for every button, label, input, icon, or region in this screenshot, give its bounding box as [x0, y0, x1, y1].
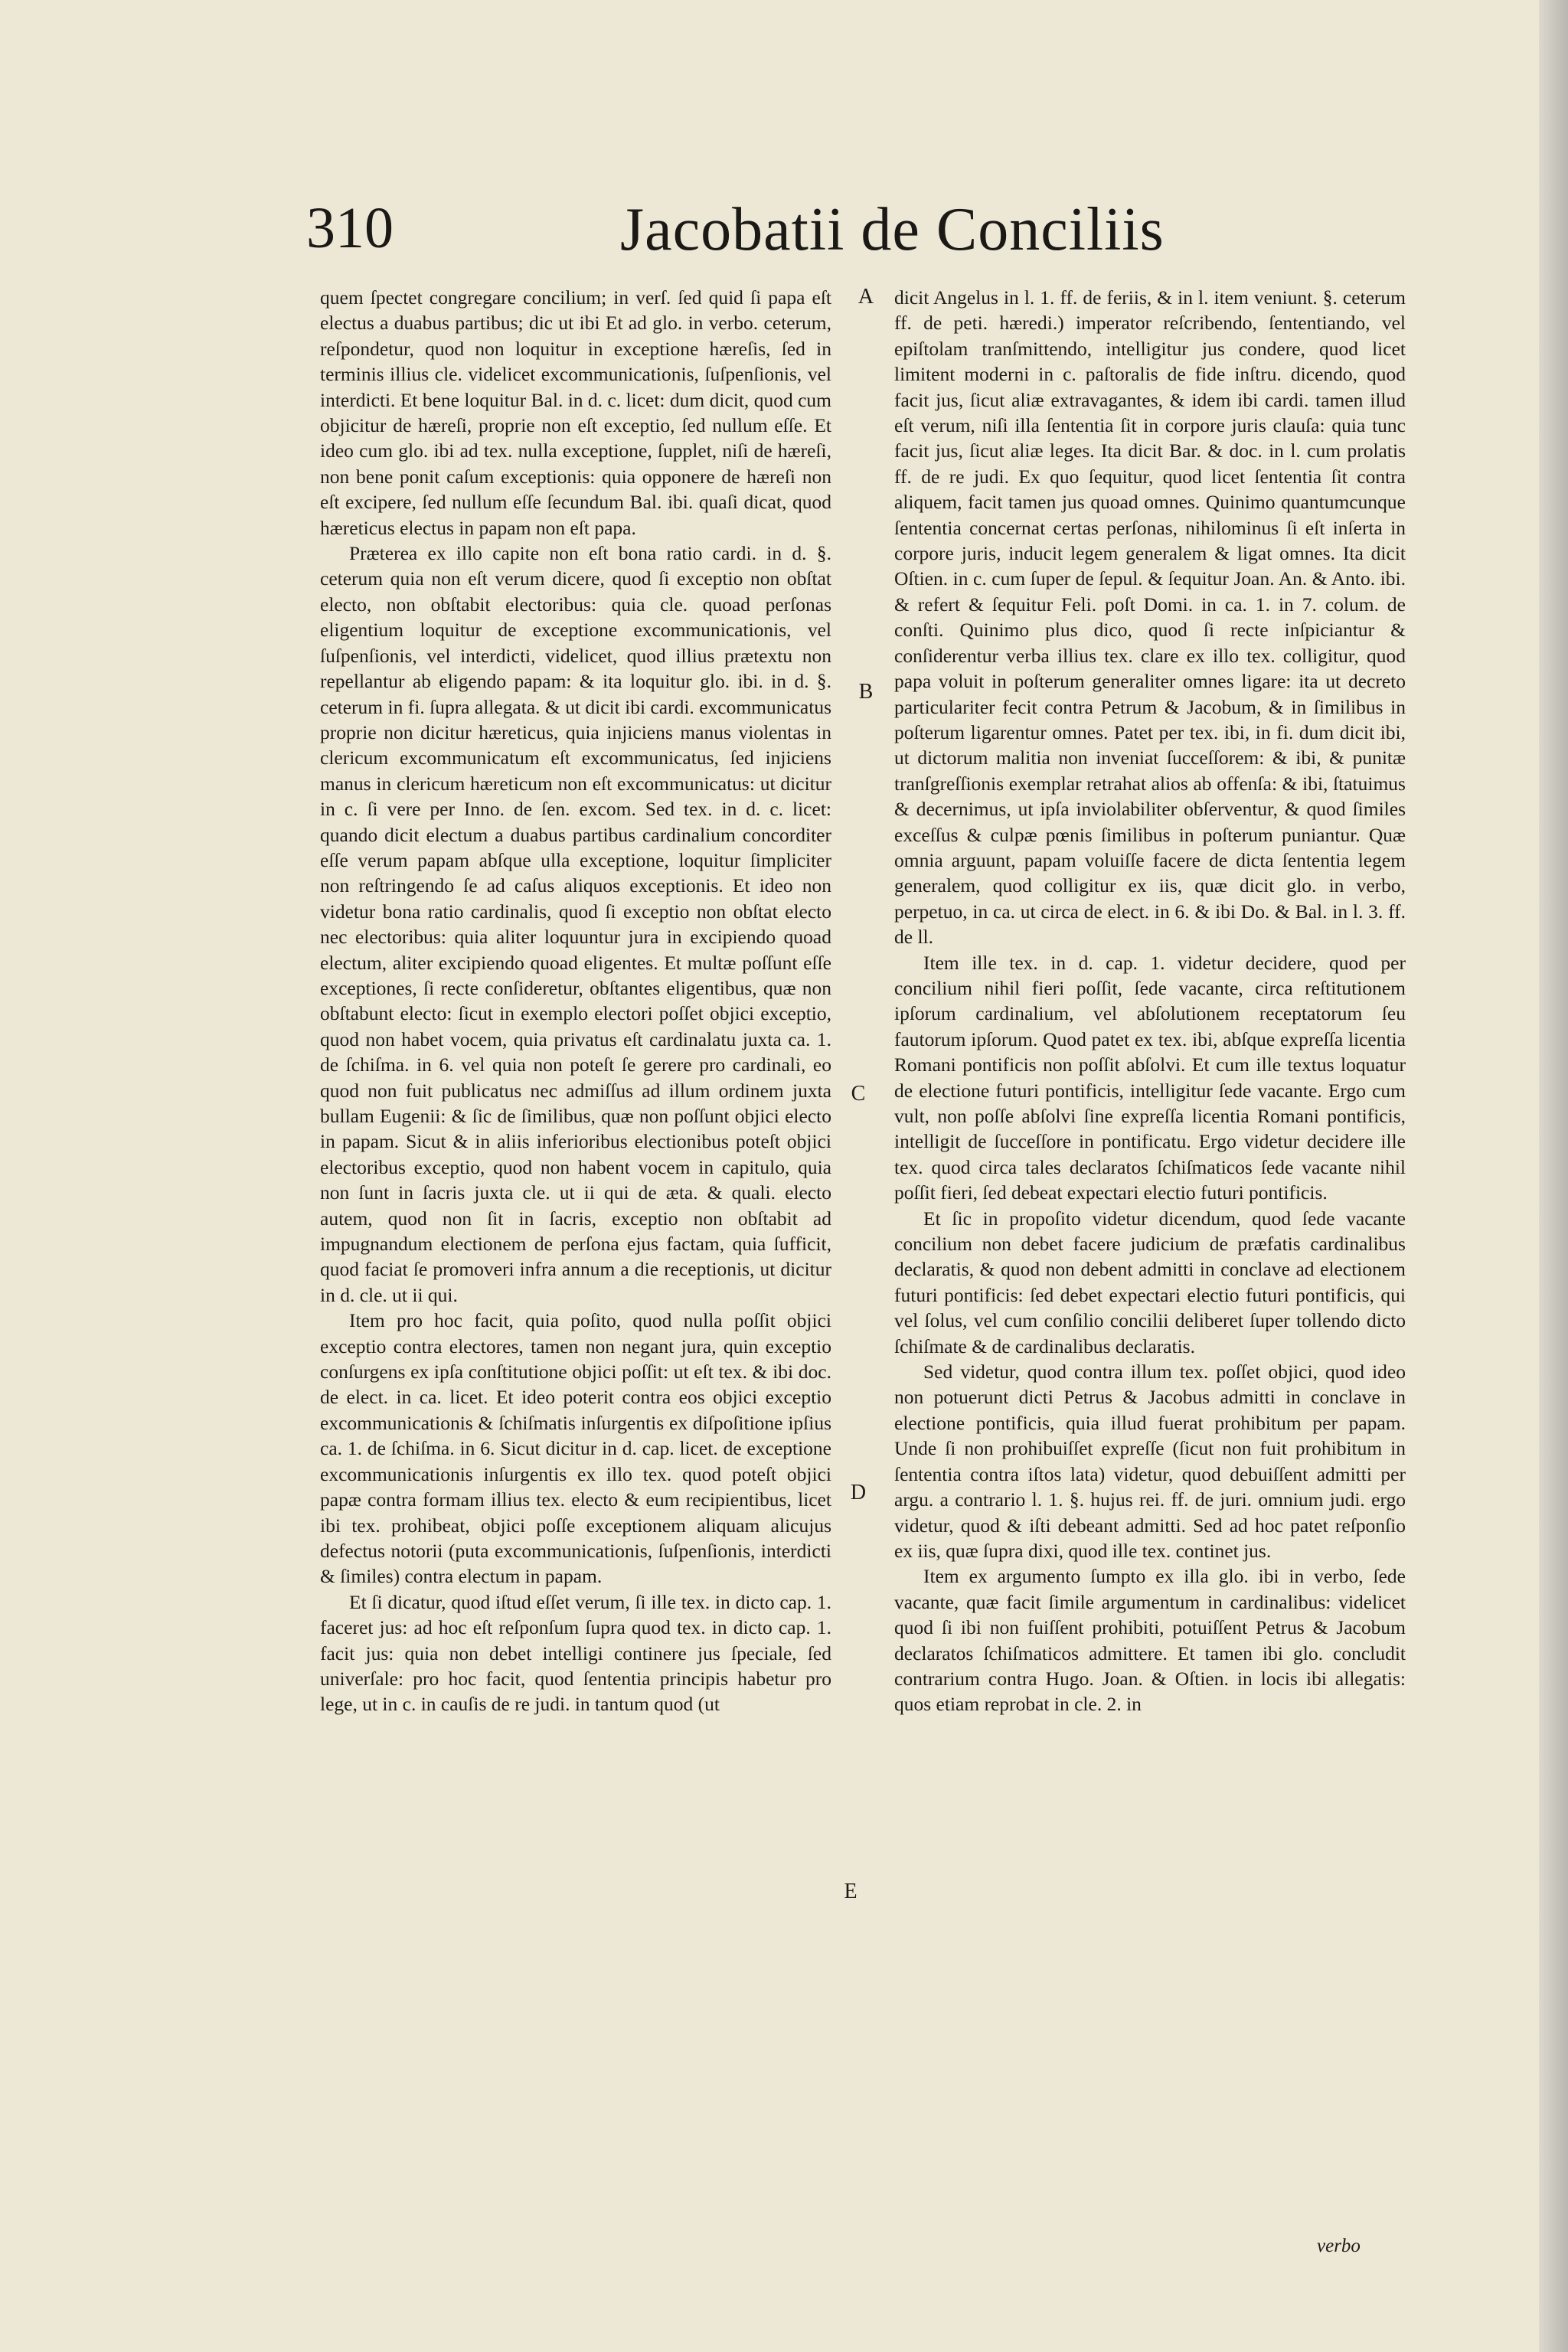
right-paragraph: Sed videtur, quod contra illum tex. poſſet objici, quod ideo non potuerunt dicti Petrus & Jacobus admitti in conclave in electione pontificis, quia illud fuerat prohibitum per papam. Unde ſi non prohibuiſſet expreſſe (ſicut non fuit prohibitum in ſententia contra iſtos lata) videtur, quod debuiſſent admitti per argu. a contrario l. 1. §. hujus rei. ff. de juri. omnium judi. ergo videtur, quod & iſti debeant admitti. Sed ad hoc patet reſponſio ex iis, quæ ſupra dixi, quod ille tex. continet jus.	[894, 1361, 1406, 1562]
catchword: verbo	[1317, 2236, 1361, 2256]
left-paragraph: Item pro hoc facit, quia poſito, quod nulla poſſit objici exceptio contra electores, tamen non negant jura, quin exceptio conſurgens ex ipſa conſtitutione objici poſſit: ut eſt tex. & ibi doc. de elect. in ca. licet. Et ideo poterit contra eos objici exceptio excommunicationis & ſchiſmatis inſurgentis ex diſpoſitione ipſius ca. 1. de ſchiſma. in 6. Sicut dicitur in d. cap. licet. de exceptione excommunicationis inſurgentis ex illo tex. quod poteſt objici papæ contra formam illius tex. electo & eum recipientibus, licet ibi tex. prohibeat, objici poſſe exceptionem aliquam alicujus defectus notorii (puta excommunicationis, ſuſpenſionis, interdicti & ſimiles) contra electum in papam.	[320, 1309, 831, 1588]
margin-marker-b: B	[858, 680, 874, 704]
right-paragraph: Item ille tex. in d. cap. 1. videtur decidere, quod per concilium nihil fieri poſſit, ſede vacante, circa reſtitutionem ipſorum cardinalium, vel abſolutionem receptatorum ſeu fautorum ipſorum. Quod patet ex tex. ibi, abſque expreſſa licentia Romani pontificis non poſſit abſolvi. Et cum ille textus loquatur de electione futuri pontificis, intelligitur ſede vacante. Ergo cum vult, non poſſe abſolvi ſine expreſſa licentia Romani pontificis, intelligit de ſucceſſore in pontificatu. Ergo videtur decidere ille tex. quod circa tales declaratos ſchiſmaticos ſede vacante nihil poſſit fieri, ſed debeat expectari electio futuri pontificis.	[894, 951, 1406, 1204]
left-paragraph: Præterea ex illo capite non eſt bona ratio cardi. in d. §. ceterum quia non eſt verum dicere, quod ſi exceptio non obſtat electo, non obſtabit electoribus: quia cle. quoad perſonas eligentium loquitur de exceptione excommunicationis, vel ſuſpenſionis, vel interdicti, videlicet, quod illius prætextu non repellantur ab eligendo papam: & ita loquitur glo. ibi. in d. §. ceterum in fi. ſupra allegata. & ut dicit ibi cardi. excommunicatus proprie non dicitur hæreticus, quia injiciens manus violentas in clericum excommunicatum eſt excommunicatus, ſed injiciens manus in clericum hæreticum non eſt excommunicatus: ut dicitur in c. ſi vere per Inno. de ſen. excom. Sed tex. in d. c. licet: quando dicit electum a duabus partibus cardinalium concorditer eſſe verum papam abſque ulla exceptione, loquitur ſimpliciter non reſtringendo ſe ad caſus aliquos exceptionis. Et ideo non videtur bona ratio cardinalis, quod ſi exceptio non obſtat electo nec electoribus: quia aliter loquuntur jura in excipiendo quoad electum, aliter excipiendo quoad eligentes. Et multæ poſſunt eſſe exceptiones, ſi recte conſideretur, obſtantes eligentibus, quæ non obſtabunt electo: ſicut in exemplo electori poſſet objici exceptio, quod non habet vocem, quia privatus eſt cardinalatu juxta ca. 1. de ſchiſma. in 6. vel quia non poteſt ſe gerere pro cardinali, eo quod non fuit publicatus nec admiſſus ad illum ordinem juxta bullam Eugenii: & ſic de ſimilibus, quæ non poſſunt objici electo in papam. Sicut & in aliis inferioribus electionibus poteſt objici electoribus exceptio, quod non habent vocem in capitulo, quia non ſunt in ſacris juxta cle. ut ii qui de æta. & quali. electo autem, quod non ſit in ſacris, exceptio non obſtabit ad impugnandum electionem de perſona ejus factam, quia ſufficit, quod faciat ſe promoveri infra annum a die receptionis, ut dicitur in d. cle. ut ii qui.	[320, 542, 831, 1306]
margin-marker-d: D	[850, 1481, 867, 1504]
page-header	[306, 195, 1439, 279]
running-title: Jacobatii de Conciliis	[620, 196, 1165, 263]
page-edge	[1539, 0, 1568, 2352]
right-column	[894, 285, 1406, 2230]
left-column	[320, 285, 831, 2230]
margin-marker-a: A	[858, 285, 874, 309]
page-number: 310	[306, 196, 394, 260]
left-paragraph: quem ſpectet congregare concilium; in verſ. ſed quid ſi papa eſt electus a duabus partibus; dic ut ibi Et ad glo. in verbo. ceterum, reſpondetur, quod non loquitur in exceptione hæreſis, ſed in terminis illius cle. videlicet excommunicationis, ſuſpenſionis, vel interdicti. Et bene loquitur Bal. in d. c. licet: dum dicit, quod cum objicitur de hæreſi, proprie non eſt exceptio, ſed nullum eſſe. Et ideo cum glo. ibi ad tex. nulla exceptione, ſupplet, niſi de hæreſi, non bene ponit caſum exceptionis: quia opponere de hæreſi non eſt excipere, ſed nullum eſſe ſecundum Bal. ibi. quaſi dicat, quod hæreticus electus in papam non eſt papa.	[320, 286, 831, 539]
right-paragraph: Item ex argumento ſumpto ex illa glo. ibi in verbo, ſede vacante, quæ facit ſimile argumentum in cardinalibus: videlicet quod ſi ibi non fuiſſent prohibiti, potuiſſent Petrus & Jacobum declaratos ſchiſmaticos admittere. Et tamen ibi glo. concludit contrarium contra Hugo. Joan. & Oſtien. in locis ibi allegatis: quos etiam reprobat in cle. 2. in	[894, 1565, 1406, 1716]
margin-marker-c: C	[851, 1082, 866, 1106]
left-paragraph: Et ſi dicatur, quod iſtud eſſet verum, ſi ille tex. in dicto cap. 1. faceret jus: ad hoc eſt reſponſum ſupra quod tex. in dicto cap. 1. facit jus: quia non debet intelligi continere jus ſpeciale, ſed univerſale: pro hoc facit, quod ſententia principis habetur pro lege, ut in c. in cauſis de re judi. in tantum quod (ut	[320, 1590, 831, 1716]
right-paragraph: Et ſic in propoſito videtur dicendum, quod ſede vacante concilium non debet facere judicium de præfatis cardinalibus declaratis, & quod non debent admitti in conclave ad electionem futuri pontificis: ſed debet expectari electio futuri pontificis, qui vel ſolus, vel cum conſilio concilii deliberet ſuper tollendo dicto ſchiſmate & de cardinalibus declaratis.	[894, 1207, 1406, 1357]
margin-marker-e: E	[844, 1880, 858, 1903]
right-paragraph: dicit Angelus in l. 1. ff. de feriis, & in l. item veniunt. §. ceterum ff. de peti. hæredi.) imperator reſcribendo, ſententiando, vel epiſtolam tranſmittendo, intelligitur jus condere, quod licet limitent moderni in c. paſtoralis de fide inſtru. dicendo, quod facit jus, ſicut aliæ extravagantes, & idem ibi cardi. tamen illud eſt verum, niſi illa ſententia ſit in corpore juris clauſa: quia tunc facit jus, ſicut aliæ leges. Ita dicit Bar. & doc. in l. cum prolatis ff. de re judi. Ex quo ſequitur, quod licet ſententia ſit contra aliquem, facit tamen jus quoad omnes. Quinimo quantumcunque ſententia concernat certas perſonas, nihilominus ſi eſt inſerta in corpore juris, inducit legem generalem & ligat omnes. Ita dicit Oſtien. in c. cum ſuper de ſepul. & ſequitur Joan. An. & Anto. ibi. & refert & ſequitur Feli. poſt Domi. in ca. 1. in 7. colum. de conſti. Quinimo plus dico, quod ſi recte inſpiciantur & conſiderentur verba illius tex. clare ex illo tex. colligitur, quod papa voluit in poſterum generaliter omnes ligare: ita ut decreto particulariter fecit contra Petrum & Jacobum, & in ſimilibus in poſterum ligarentur omnes. Patet per tex. ibi, in fi. dum dicit ibi, ut dictorum malitia non inveniat ſucceſſorem: & ibi, & punitæ tranſgreſſionis exemplar retrahat alios ab offenſa: & ibi, ſtatuimus & decernimus, ut ipſa inviolabiliter obſerventur, & quod ſimiles exceſſus & culpæ pœnis ſimilibus in poſterum puniantur. Quæ omnia arguunt, papam voluiſſe facere de dicta ſententia legem generalem, quod colligitur ex iis, quæ dicit glo. in verbo, perpetuo, in ca. ut circa de elect. in 6. & ibi Do. & Bal. in l. 3. ff. de ll.	[894, 286, 1406, 949]
